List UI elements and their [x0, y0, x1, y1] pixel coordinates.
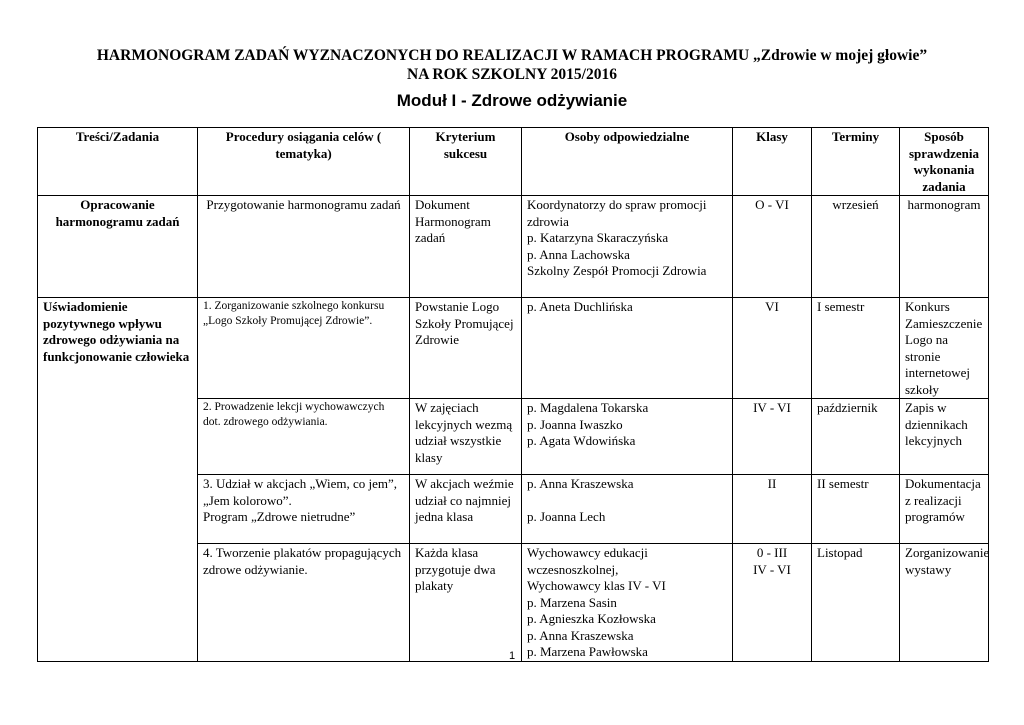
person-name: p. Aneta Duchlińska — [527, 299, 633, 314]
module-heading: Moduł I - Zdrowe odżywianie — [396, 91, 628, 110]
criterion-cell: Każda klasa przygotuje dwa plakaty — [410, 544, 522, 662]
column-header: Klasy — [733, 128, 812, 196]
classes-cell: II — [733, 475, 812, 544]
criterion-cell: W akcjach weźmie udział co najmniej jedna klasa — [410, 475, 522, 544]
person-name: Wychowawcy edukacji wczesnoszkolnej, — [527, 545, 648, 577]
term-cell: wrzesień — [812, 196, 900, 298]
persons-cell — [522, 475, 733, 544]
check-cell: Konkurs Zamieszczenie Logo na stronie internetowej szkoły — [900, 298, 989, 399]
table-row — [38, 196, 989, 298]
person-name: p. Katarzyna Skaraczyńska — [527, 230, 669, 245]
person-name: Koordynatorzy do spraw promocji zdrowia — [527, 197, 707, 229]
column-header: Terminy — [812, 128, 900, 196]
criterion-cell: Dokument Harmonogram zadań — [410, 196, 522, 298]
table-header-row — [38, 128, 989, 196]
document-title-line1: HARMONOGRAM ZADAŃ WYZNACZONYCH DO REALIZACJI W RAMACH PROGRAMU „Zdrowie w mojej głowie” — [96, 47, 928, 64]
persons-cell — [522, 399, 733, 475]
criterion-cell: Powstanie Logo Szkoły Promującej Zdrowie — [410, 298, 522, 399]
term-cell: II semestr — [812, 475, 900, 544]
term-cell: I semestr — [812, 298, 900, 399]
procedure-text: 3. Udział w akcjach „Wiem, co jem”, „Jem kolorowo”. — [203, 476, 398, 508]
task-cell: Opracowanie harmonogramu zadań — [38, 196, 198, 298]
procedure-text: Program „Zdrowe nietrudne” — [203, 509, 356, 524]
classes-cell: O - VI — [733, 196, 812, 298]
person-name: Wychowawcy klas IV - VI — [527, 578, 666, 593]
task-cell: Uświadomienie pozytywnego wpływu zdrowego odżywiania na funkcjonowanie człowieka — [38, 298, 198, 662]
page-number: 1 — [508, 650, 516, 662]
procedure-cell — [198, 475, 410, 544]
classes-text: 0 - III — [756, 545, 788, 560]
person-name: Szkolny Zespół Promocji Zdrowia — [527, 263, 707, 278]
procedure-cell: 4. Tworzenie plakatów propagujących zdrowe odżywianie. — [198, 544, 410, 662]
classes-text: IV - VI — [753, 561, 791, 577]
check-cell: Zorganizowanie wystawy — [900, 544, 989, 662]
persons-cell — [522, 544, 733, 662]
person-name: p. Joanna Iwaszko — [527, 416, 623, 432]
procedure-cell: 1. Zorganizowanie szkolnego konkursu „Logo Szkoły Promującej Zdrowie”. — [198, 298, 410, 399]
persons-cell — [522, 196, 733, 298]
person-name: p. Agnieszka Kozłowska — [527, 611, 656, 626]
person-name: p. Marzena Sasin — [527, 594, 617, 610]
classes-cell: VI — [733, 298, 812, 399]
document-title-line2: NA ROK SZKOLNY 2015/2016 — [407, 66, 617, 83]
person-name: p. Anna Kraszewska — [527, 627, 634, 643]
person-name: p. Joanna Lech — [527, 509, 606, 524]
check-cell: Dokumentacja z realizacji programów — [900, 475, 989, 544]
schedule-table — [37, 127, 989, 662]
check-cell: Zapis w dziennikach lekcyjnych — [900, 399, 989, 475]
term-cell: październik — [812, 399, 900, 475]
person-name: p. Agata Wdowińska — [527, 433, 636, 448]
procedure-cell: Przygotowanie harmonogramu zadań — [198, 196, 410, 298]
person-name: p. Anna Kraszewska — [527, 476, 634, 491]
classes-cell — [733, 544, 812, 662]
column-header: Sposób sprawdzenia wykonania zadania — [900, 128, 989, 196]
column-header: Osoby odpowiedzialne — [522, 128, 733, 196]
criterion-cell: W zajęciach lekcyjnych wezmą udział wszystkie klasy — [410, 399, 522, 475]
column-header: Procedury osiągania celów ( tematyka) — [198, 128, 410, 196]
person-name: p. Magdalena Tokarska — [527, 400, 649, 415]
column-header: Kryterium sukcesu — [410, 128, 522, 196]
procedure-cell: 2. Prowadzenie lekcji wychowawczych dot. zdrowego odżywiania. — [198, 399, 410, 475]
spacer — [527, 493, 727, 510]
classes-cell: IV - VI — [733, 399, 812, 475]
persons-cell — [522, 298, 733, 399]
person-name: p. Marzena Pawłowska — [527, 644, 648, 659]
check-cell: harmonogram — [900, 196, 989, 298]
table-row — [38, 298, 989, 399]
person-name: p. Anna Lachowska — [527, 246, 630, 262]
column-header: Treści/Zadania — [38, 128, 198, 196]
term-cell: Listopad — [812, 544, 900, 662]
